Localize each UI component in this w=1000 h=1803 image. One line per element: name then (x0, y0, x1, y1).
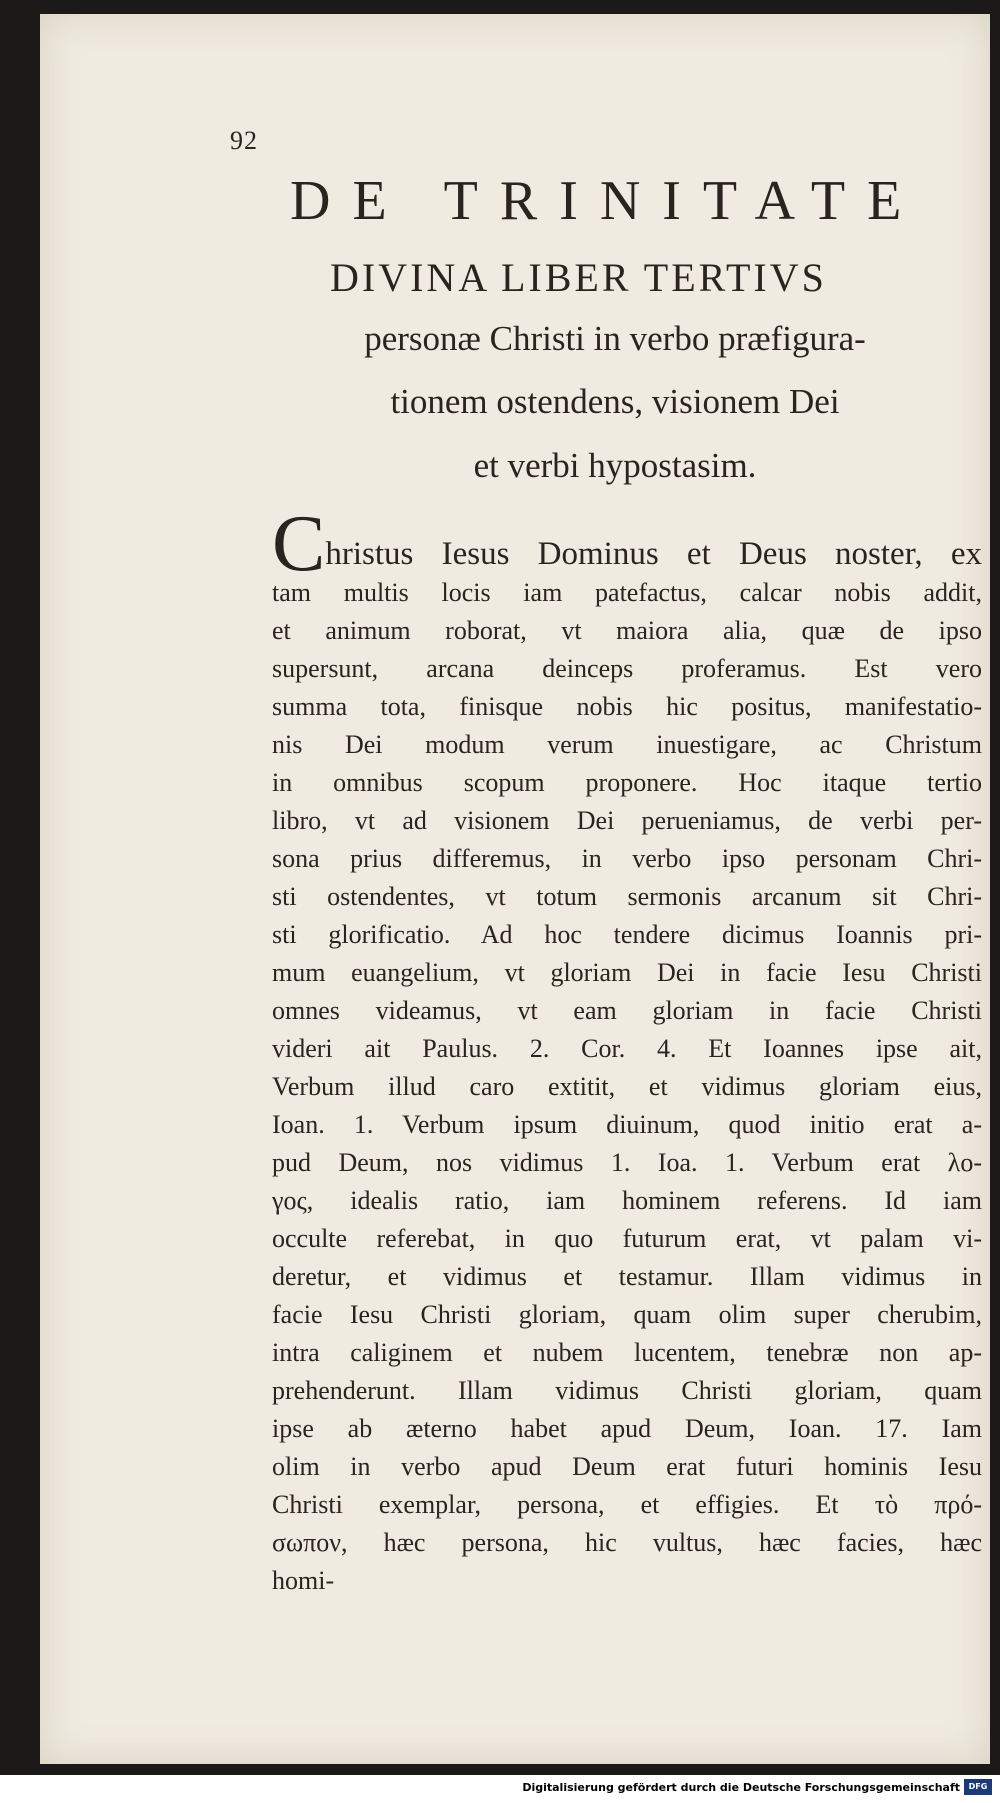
body-line: in omnibus scopum proponere. Hoc itaque tertio (272, 768, 982, 797)
body-line: intra caliginem et nubem lucentem, tenebræ non ap- (272, 1338, 982, 1367)
body-line: tam multis locis iam patefactus, calcar nobis addit, (272, 578, 982, 607)
body-line: sti glorificatio. Ad hoc tendere dicimus Ioannis pri- (272, 920, 982, 949)
footer-bar (0, 1775, 1000, 1803)
body-line: mum euangelium, vt gloriam Dei in facie Iesu Christi (272, 958, 982, 987)
page-title: DE TRINITATE (290, 170, 924, 232)
body-text (272, 500, 982, 1600)
body-line: olim in verbo apud Deum erat futuri hominis Iesu (272, 1452, 982, 1481)
body-line: libro, vt ad visionem Dei perueniamus, de verbi per- (272, 806, 982, 835)
body-line: summa tota, finisque nobis hic positus, manifestatio- (272, 692, 982, 721)
body-line: deretur, et vidimus et testamur. Illam vidimus in (272, 1262, 982, 1291)
page-number: 92 (230, 126, 258, 155)
body-line: videri ait Paulus. 2. Cor. 4. Et Ioannes ipse ait, (272, 1034, 982, 1063)
drop-cap: C (272, 500, 326, 588)
dfg-logo-icon: DFG (964, 1779, 992, 1795)
catchword: homi- (272, 1566, 335, 1595)
body-line: omnes videamus, vt eam gloriam in facie Christi (272, 996, 982, 1025)
body-line: et animum roborat, vt maiora alia, quæ de ipso (272, 616, 982, 645)
body-line: γος, idealis ratio, iam hominem referens. Id iam (272, 1186, 982, 1215)
subtitle-line: tionem ostendens, visionem Dei (390, 382, 840, 421)
body-line: ipse ab æterno habet apud Deum, Ioan. 17. Iam (272, 1414, 982, 1443)
body-line: σωπον, hæc persona, hic vultus, hæc facies, hæc (272, 1528, 982, 1557)
first-line-text: hristus Iesus Dominus et Deus noster, ex (325, 536, 982, 572)
body-line: pud Deum, nos vidimus 1. Ioa. 1. Verbum erat λο- (272, 1148, 982, 1177)
body-line: Christi exemplar, persona, et effigies. Et τὸ πρό- (272, 1490, 982, 1519)
body-line: sti ostendentes, vt totum sermonis arcanum sit Chri- (272, 882, 982, 911)
body-line: supersunt, arcana deinceps proferamus. Est vero (272, 654, 982, 683)
footer-credit: Digitalisierung gefördert durch die Deutsche Forschungsgemeinschaft (522, 1781, 960, 1794)
book-subtitle: DIVINA LIBER TERTIVS (330, 255, 827, 300)
body-line: prehenderunt. Illam vidimus Christi gloriam, quam (272, 1376, 982, 1405)
book-page (40, 14, 990, 1764)
body-line: nis Dei modum verum inuestigare, ac Christum (272, 730, 982, 759)
subtitle-line: et verbi hypostasim. (473, 446, 757, 485)
body-first-line (272, 500, 982, 588)
body-line: facie Iesu Christi gloriam, quam olim super cherubim, (272, 1300, 982, 1329)
body-lines (272, 574, 982, 1562)
body-line: Verbum illud caro extitit, et vidimus gloriam eius, (272, 1072, 982, 1101)
body-line: occulte referebat, in quo futurum erat, vt palam vi- (272, 1224, 982, 1253)
body-line: Ioan. 1. Verbum ipsum diuinum, quod initio erat a- (272, 1110, 982, 1139)
body-line: sona prius differemus, in verbo ipso personam Chri- (272, 844, 982, 873)
subtitle-line: personæ Christi in verbo præfigura- (364, 319, 866, 358)
